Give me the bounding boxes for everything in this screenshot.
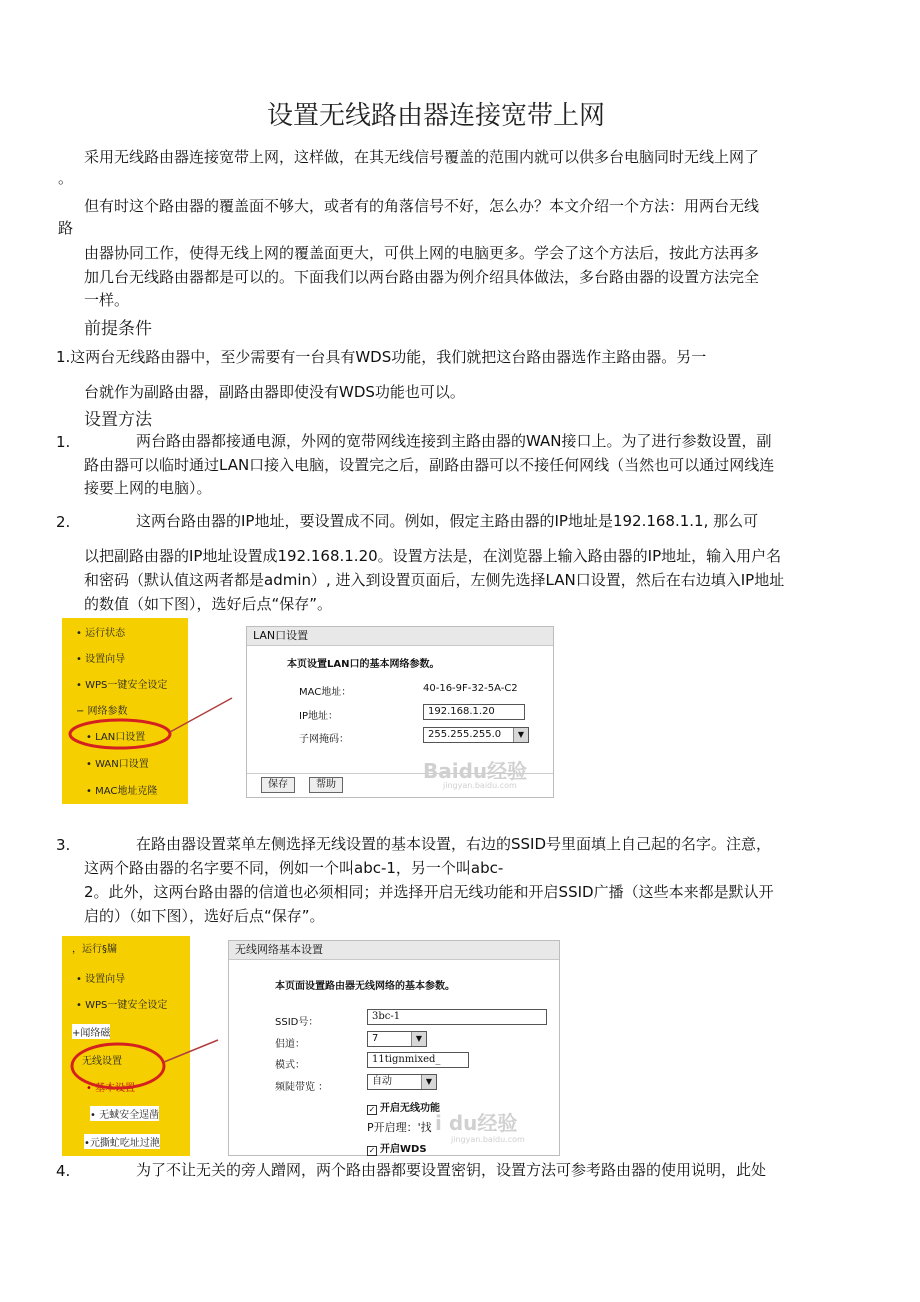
sidebar-item: • WPS一键安全设定 <box>76 1000 168 1011</box>
step1-line: 路由器可以临时通过LAN口接入电脑，设置完之后，副路由器可以不接任何网线（当然也可以通过网线连 <box>84 456 775 474</box>
panel-title: 无线网络基本设置 <box>229 941 559 960</box>
step3-line: 启的）（如下图），选好后点“保存”。 <box>84 907 325 925</box>
lan-settings-panel <box>246 626 554 798</box>
sidebar-item: • 设置向导 <box>76 974 126 985</box>
ssid-broadcast-checkbox[interactable] <box>367 1119 432 1135</box>
ip-label: IP地址： <box>299 711 338 722</box>
section-heading-setup: 设置方法 <box>84 410 152 430</box>
figure-lan-settings <box>62 618 558 804</box>
sidebar-item-basic: • 基本设置 <box>86 1083 136 1094</box>
step-number: 3. <box>56 836 71 854</box>
prereq-line: 台就作为副路由器，副路由器即使没有WDS功能也可以。 <box>84 383 465 401</box>
intro-line: 采用无线路由器连接宽带上网，这样做，在其无线信号覆盖的范围内就可以供多台电脑同时无线上网了 <box>84 148 760 166</box>
step-number: 4. <box>56 1162 71 1180</box>
intro-line: 由器协同工作，使得无线上网的覆盖面更大，可供上网的电脑更多。学会了这个方法后，按此方法再多 <box>84 244 760 262</box>
checkbox-label: 开启无线功能 <box>380 1103 440 1114</box>
mask-label: 子网掩码： <box>299 734 349 745</box>
intro-line: 。 <box>58 169 74 187</box>
chevron-down-icon: ▼ <box>421 1075 436 1089</box>
enable-wds-checkbox[interactable] <box>367 1140 427 1156</box>
panel-description: 本页设置LAN口的基本网络参数。 <box>287 659 440 670</box>
sidebar-item: • 设置向导 <box>76 654 126 665</box>
ip-address-field[interactable]: 192.168.1.20 <box>423 704 525 720</box>
enable-wireless-checkbox[interactable] <box>367 1099 440 1115</box>
checkbox-label: 开启WDS <box>380 1144 427 1155</box>
checkbox-label: 开启理：'找 <box>373 1121 432 1134</box>
chevron-down-icon: ▼ <box>513 728 528 742</box>
intro-line: 加几台无线路由器都是可以的。下面我们以两台路由器为例介绍具体做法，多台路由器的设置方法完全 <box>84 268 760 286</box>
sidebar-item: • 无蜮安全逞凿 <box>90 1106 159 1121</box>
step2-line: 以把副路由器的IP地址设置成192.168.1.20。设置方法是，在浏览器上输入路由器的IP地址，输入用户名 <box>84 547 782 565</box>
baidu-watermark: i du经验 <box>435 1111 518 1135</box>
intro-line: 一样。 <box>84 291 130 309</box>
prereq-line: 1.这两台无线路由器中，至少需要有一台具有WDS功能，我们就把这台路由器选作主路由器。另一 <box>56 348 707 366</box>
step2-line: 的数值（如下图），选好后点“保存”。 <box>84 595 333 613</box>
wireless-settings-panel <box>228 940 560 1156</box>
sidebar-item: • WPS一键安全设定 <box>76 680 168 691</box>
figure-wireless-settings <box>62 936 562 1156</box>
sidebar-item-lan: • LAN口设置 <box>86 732 146 743</box>
intro-line: 但有时这个路由器的覆盖面不够大，或者有的角落信号不好，怎么办？本文介绍一个方法：用两台无线 <box>84 197 760 215</box>
bandwidth-label: 频陡带览 ： <box>275 1082 329 1093</box>
sidebar-item-wireless: 无线设置 <box>82 1056 122 1067</box>
step4-line: 为了不让无关的旁人蹭网，两个路由器都要设置密钥，设置方法可参考路由器的使用说明，此处 <box>136 1161 767 1179</box>
sidebar-item: • WAN口设置 <box>86 759 149 770</box>
mac-value: 40-16-9F-32-5A-C2 <box>423 683 518 694</box>
channel-label: 侣道： <box>275 1039 305 1050</box>
sidebar-item: • MAC地址克隆 <box>86 786 158 797</box>
ssid-field[interactable]: 3bc-1 <box>367 1009 547 1025</box>
sidebar-item: •元撕虻吃址过滟 <box>84 1134 160 1149</box>
step3-line: 2。此外，这两台路由器的信道也必须相同；并选择开启无线功能和开启SSID广播（这些本来都是默认开 <box>84 883 774 901</box>
channel-value: 7 <box>372 1033 379 1044</box>
checkbox-checked-icon: ✓ <box>368 1146 376 1155</box>
channel-select[interactable] <box>367 1031 427 1047</box>
checkbox-checked-icon: ✓ <box>368 1105 376 1114</box>
sidebar-item: − 网络参数 <box>76 706 128 717</box>
sidebar-item: +闻络磁 <box>72 1024 110 1039</box>
mode-select[interactable]: 11tignmixed_ <box>367 1052 469 1068</box>
step3-line: 在路由器设置菜单左侧选择无线设置的基本设置，右边的SSID号里面填上自己起的名字。注意， <box>136 835 772 853</box>
step-number: 1. <box>56 433 71 451</box>
step1-line: 接要上网的电脑）。 <box>84 479 212 497</box>
step3-line: 这两个路由器的名字要不同，例如一个叫abc-1，另一个叫abc- <box>84 859 504 877</box>
sidebar-item: • 运行状态 <box>76 628 126 639</box>
watermark-url: jingyan.baidu.com <box>443 781 517 790</box>
subnet-mask-value: 255.255.255.0 <box>428 729 502 740</box>
bandwidth-select[interactable] <box>367 1074 437 1090</box>
panel-title: LAN口设置 <box>247 627 553 646</box>
step2-line: 和密码（默认值这两者都是admin）, 进入到设置页面后，左侧先选择LAN口设置，然后在右边填入IP地址 <box>84 571 785 589</box>
intro-line: 路 <box>58 219 74 237</box>
subnet-mask-select[interactable] <box>423 727 529 743</box>
save-button[interactable]: 保存 <box>261 777 295 793</box>
step2-line: 这两台路由器的IP地址，要设置成不同。例如，假定主路由器的IP地址是192.168.1.1, 那么可 <box>136 512 759 530</box>
chevron-down-icon: ▼ <box>411 1032 426 1046</box>
mode-label: 模式： <box>275 1060 305 1071</box>
help-button[interactable]: 帮助 <box>309 777 343 793</box>
section-heading-prereq: 前提条件 <box>84 319 152 339</box>
ssid-label: SSID号： <box>275 1017 319 1028</box>
baidu-watermark: Baidu经验 <box>423 759 528 783</box>
bandwidth-value: 自动 <box>372 1076 392 1087</box>
sidebar-item: ，运行§牖 <box>72 944 117 955</box>
panel-description: 本页面设置路由器无线网络的基本参数。 <box>275 981 455 992</box>
watermark-url: jingyan.baidu.com <box>451 1135 525 1144</box>
step1-line: 两台路由器都接通电源，外网的宽带网线连接到主路由器的WAN接口上。为了进行参数设置，副 <box>136 432 772 450</box>
mac-label: MAC地址： <box>299 687 352 698</box>
checkbox-prefix: P <box>367 1121 374 1134</box>
page-title: 设置无线路由器连接宽带上网 <box>267 101 606 131</box>
step-number: 2. <box>56 513 71 531</box>
